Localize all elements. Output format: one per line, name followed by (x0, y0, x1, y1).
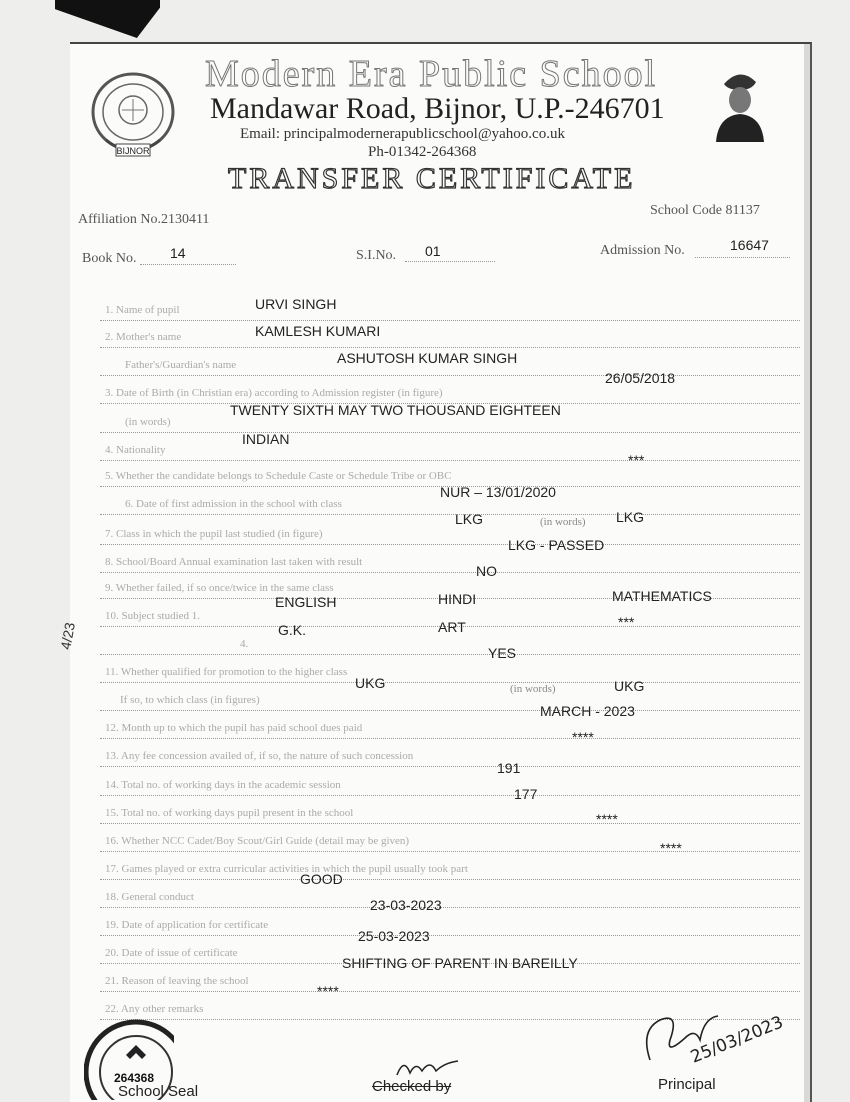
field-row-category: 5. Whether the candidate belongs to Schedule Caste or Schedule Tribe or OBC (100, 466, 800, 487)
admission-number-label: Admission No. (600, 243, 685, 258)
pupil-name-value: URVI SINGH (255, 296, 337, 312)
application-date-value: 23-03-2023 (370, 897, 442, 913)
working-days-value: 191 (497, 760, 521, 776)
failed-value: NO (476, 563, 497, 579)
field-row-application-date: 19. Date of application for certificate (100, 915, 800, 936)
field-row-first-admission: 6. Date of first admission in the school with class (100, 494, 800, 515)
promoted-class-words-label: (in words) (510, 683, 556, 695)
promotion-value: YES (488, 645, 517, 661)
margin-note: 4/23 (57, 621, 78, 651)
subject-2-value: HINDI (438, 591, 477, 607)
remarks-value: **** (317, 983, 339, 999)
school-logo-icon (86, 70, 180, 158)
serial-number-label: S.I.No. (356, 248, 397, 263)
field-row-mother-name: 2. Mother's name (100, 327, 800, 348)
field-row-father-name: Father's/Guardian's name (100, 355, 800, 376)
field-row-dues-paid: 12. Month up to which the pupil has paid school dues paid (100, 718, 800, 739)
dob-words-value: TWENTY SIXTH MAY TWO THOUSAND EIGHTEEN (230, 402, 561, 418)
serial-number-value: 01 (425, 243, 441, 259)
checked-by-label: Checked by (372, 1078, 452, 1095)
promoted-class-words-value: UKG (614, 678, 645, 694)
conduct-value: GOOD (300, 871, 343, 887)
subject-1-value: ENGLISH (275, 594, 337, 610)
promoted-class-figure-value: UKG (355, 675, 386, 691)
ncc-value: **** (596, 811, 618, 827)
field-row-failed: 9. Whether failed, if so once/twice in the same class (100, 578, 800, 599)
admission-number-value: 16647 (730, 237, 769, 253)
field-row-pupil-name: 1. Name of pupil (100, 300, 800, 321)
last-class-words-value: LKG (616, 509, 645, 525)
school-phone: Ph-01342-264368 (368, 144, 477, 160)
days-present-value: 177 (514, 786, 538, 802)
field-row-issue-date: 20. Date of issue of certificate (100, 943, 800, 964)
field-row-fee-concession: 13. Any fee concession availed of, if so, the nature of such concession (100, 746, 800, 767)
field-row-working-days: 14. Total no. of working days in the academic session (100, 775, 800, 796)
field-row-promotion: 11. Whether qualified for promotion to the higher class (100, 662, 800, 683)
extra-curricular-value: **** (660, 840, 682, 856)
principal-label: Principal (658, 1076, 716, 1093)
mother-name-value: KAMLESH KUMARI (255, 323, 381, 339)
affiliation-number: Affiliation No.2130411 (78, 212, 210, 227)
subject-6-value: *** (618, 614, 635, 630)
school-code: School Code 81137 (650, 203, 760, 218)
field-row-remarks: 22. Any other remarks (100, 999, 800, 1020)
field-row-dob-figure: 3. Date of Birth (in Christian era) according to Admission register (in figure) (100, 383, 800, 404)
school-address: Mandawar Road, Bijnor, U.P.-246701 (210, 92, 665, 125)
field-row-leaving-reason: 21. Reason of leaving the school (100, 971, 800, 992)
field-row-extra-curricular: 17. Games played or extra curricular activities in which the pupil usually took part (100, 859, 800, 880)
fee-concession-value: **** (572, 729, 594, 745)
last-class-words-label: (in words) (540, 516, 586, 528)
field-row-subjects-1: 10. Subject studied 1. (100, 606, 800, 627)
founder-portrait-icon (714, 66, 766, 142)
field-row-conduct: 18. General conduct (100, 887, 800, 908)
leaving-reason-value: SHIFTING OF PARENT IN BAREILLY (342, 955, 578, 971)
field-row-last-class: 7. Class in which the pupil last studied (in figure) (100, 524, 800, 545)
school-email: Email: principalmodernerapublicschool@yahoo.co.uk (240, 126, 565, 142)
subject-5-value: ART (438, 619, 466, 635)
certificate-title: TRANSFER CERTIFICATE (228, 162, 636, 195)
dues-paid-value: MARCH - 2023 (540, 703, 635, 719)
school-name: Modern Era Public School (205, 53, 658, 95)
father-name-value: ASHUTOSH KUMAR SINGH (337, 350, 518, 366)
issue-date-value: 25-03-2023 (358, 928, 430, 944)
stamp-number: 264368 (113, 1071, 155, 1085)
field-row-dob-words: (in words) (100, 412, 800, 433)
logo-text: BIJNOR (116, 146, 150, 156)
school-seal-label: School Seal (118, 1083, 199, 1100)
book-number-value: 14 (170, 245, 186, 261)
field-row-promoted-class: If so, to which class (in figures) (100, 690, 800, 711)
principal-signature-date: 25/03/2023 (687, 1012, 787, 1068)
nationality-value: INDIAN (242, 431, 290, 447)
first-admission-value: NUR – 13/01/2020 (440, 484, 556, 500)
field-row-nationality: 4. Nationality (100, 440, 800, 461)
last-class-figure-value: LKG (455, 511, 484, 527)
field-row-days-present: 15. Total no. of working days pupil present in the school (100, 803, 800, 824)
field-row-exam-result: 8. School/Board Annual examination last taken with result (100, 552, 800, 573)
field-row-ncc: 16. Whether NCC Cadet/Boy Scout/Girl Guide (detail may be given) (100, 831, 800, 852)
subject-4-value: G.K. (278, 622, 307, 638)
scan-shadow-corner (55, 0, 160, 38)
category-value: *** (628, 452, 645, 468)
dob-figure-value: 26/05/2018 (605, 370, 676, 386)
book-number-label: Book No. (82, 251, 137, 266)
exam-result-value: LKG - PASSED (508, 537, 605, 553)
subject-3-value: MATHEMATICS (612, 588, 712, 604)
field-row-subjects-2: 4. (100, 634, 800, 655)
